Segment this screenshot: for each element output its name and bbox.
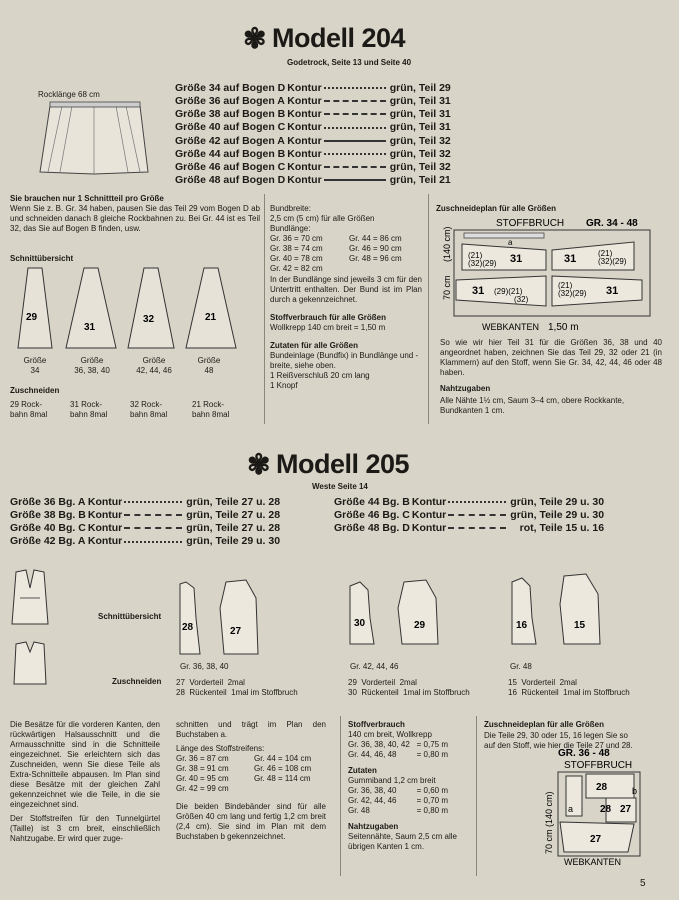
- plan-p4-b: (32): [514, 295, 529, 304]
- m205r-kontur: Kontur: [411, 522, 447, 535]
- skirt-illustration: [22, 98, 162, 178]
- naht-text-205: Seitennähte, Saum 2,5 cm alle übrigen Kanten 1 cm.: [348, 832, 457, 851]
- plan-p1-a: (21): [468, 251, 483, 260]
- plan205-gr: GR. 36 - 48: [558, 748, 610, 759]
- col2-p1: schnitten und trägt im Plan den Buchstaben a.: [176, 720, 326, 739]
- zuschneiden-1: 29 Rock- bahn 8mal: [10, 400, 48, 419]
- m204-row: [175, 148, 453, 161]
- zutaten-head-205: Zutaten: [348, 766, 377, 775]
- length-cell: Gr. 42 = 82 cm: [270, 264, 323, 273]
- contour-line-sample: [124, 527, 182, 529]
- m205r-kontur: Kontur: [411, 496, 447, 508]
- modell-205-col1: [10, 720, 160, 848]
- quantity-value: = 0,60 m: [416, 786, 448, 795]
- length-cell: Gr. 48 = 114 cm: [254, 774, 311, 783]
- m205r-row: [334, 522, 606, 535]
- m205l-row: [10, 522, 282, 535]
- m205r-size: Größe 44 Bg. B: [334, 496, 410, 508]
- quantity-row: [348, 806, 448, 816]
- col2-p2: Die beiden Bindebänder sind für alle Größen 40 cm lang und fertig 1,2 cm breit (2,4 cm). Sie sind im Plan mit dem Buchstaben b gekennzeichnet.: [176, 802, 326, 841]
- contour-line-sample: [124, 514, 182, 516]
- m204-line-style: [324, 121, 388, 134]
- plan205-stoffbruch: STOFFBRUCH: [564, 760, 633, 771]
- zutaten-text-204: Bundeinlage (Bundfix) in Bundlänge und -breite, siehe oben. 1 Reißverschluß 20 cm lang 1 Knopf: [270, 351, 419, 390]
- piece-label-4: Größe 48: [197, 356, 221, 375]
- contour-line-sample: [324, 100, 386, 102]
- rock-length-label: Rocklänge 68 cm: [38, 90, 100, 99]
- modell-204-intro: [10, 194, 260, 234]
- vest-pattern-group-3: [508, 572, 608, 658]
- group1-l1: 27 Vorderteil 2mal: [176, 678, 245, 687]
- m204-row: [175, 121, 453, 134]
- group2-a: 30: [354, 618, 366, 629]
- length-cell: Gr. 44 = 104 cm: [254, 754, 312, 763]
- m205l-color: grün, Teile 27 u. 28: [186, 496, 281, 508]
- m204-line-style: [324, 135, 388, 148]
- plan-p6: 31: [472, 285, 485, 297]
- naht-text-204: Alle Nähte 1½ cm, Saum 3–4 cm, obere Rockkante, Bundkanten 1 cm.: [440, 396, 625, 415]
- m204-row: [175, 108, 453, 121]
- plan-head-204: Zuschneideplan für alle Größen: [436, 204, 557, 213]
- modell-205-title-text: Modell 205: [275, 449, 410, 479]
- contour-line-sample: [448, 501, 506, 503]
- modell-204-title-text: Modell 204: [271, 23, 406, 53]
- group2-gr: Gr. 42, 44, 46: [350, 662, 399, 671]
- m205r-row: [334, 509, 606, 522]
- schnitt-heading-205: Schnittübersicht: [98, 612, 162, 621]
- quantity-value: = 0,70 m: [416, 796, 448, 805]
- m205l-kontur: Kontur: [87, 509, 123, 522]
- zutaten-text-205: Gummiband 1,2 cm breit: [348, 776, 436, 785]
- modell-205-col3: [348, 720, 472, 852]
- m204-size: Größe 46 auf Bogen C: [175, 160, 286, 173]
- m205r-line-style: [448, 509, 508, 522]
- plan205-27a: 27: [620, 804, 632, 815]
- contour-line-sample: [324, 127, 386, 129]
- contour-line-sample: [448, 514, 506, 516]
- contour-line-sample: [324, 153, 386, 155]
- vest-illustration: [8, 568, 52, 690]
- bund-section: [270, 204, 422, 391]
- m205l-size: Größe 42 Bg. A: [10, 535, 86, 548]
- m204-size: Größe 36 auf Bogen A: [175, 95, 285, 108]
- modell-205-size-table-left: [10, 496, 282, 549]
- contour-line-sample: [324, 140, 386, 142]
- vest-pattern-group-1: [176, 578, 266, 658]
- plan-text-205: Die Teile 29, 30 oder 15, 16 legen Sie so auf den Stoff, wie hier die Teile 27 und 28.: [484, 731, 633, 750]
- m204-size: Größe 40 auf Bogen C: [175, 121, 286, 134]
- plan-cm140: (140 cm): [442, 226, 452, 262]
- m205l-color: grün, Teile 27 u. 28: [186, 509, 281, 522]
- group3-b: 15: [574, 620, 586, 631]
- m204-line-style: [324, 161, 388, 174]
- m204-kontur: Kontur: [287, 121, 322, 134]
- flower-icon: ✾: [243, 22, 266, 54]
- plan-p5-a: (21): [558, 281, 573, 290]
- m205l-color: grün, Teile 27 u. 28: [186, 522, 281, 535]
- zuschneiden-2: 31 Rock- bahn 8mal: [70, 400, 108, 419]
- contour-line-sample: [124, 501, 182, 503]
- m204-kontur: Kontur: [287, 134, 322, 147]
- group1-gr: Gr. 36, 38, 40: [180, 662, 229, 671]
- bund-note: In der Bundlänge sind jeweils 3 cm für den Untertritt enthalten. Der Bund ist im Plan durch a gekennzeichnet.: [270, 275, 422, 304]
- contour-line-sample: [324, 87, 386, 89]
- skirt-pieces-diagram: [10, 264, 260, 352]
- m204-size: Größe 44 auf Bogen B: [175, 147, 286, 160]
- plan-text-204: So wie wir hier Teil 31 für die Größen 36, 38 und 40 angeordnet haben, zeichnen Sie das Teil 29, 32 oder 21 (in Klammern) auf den Stoff, wenn Sie Gr. 34, 42, 44, 46 oder 48 haben.: [440, 338, 662, 377]
- m205l-row: [10, 496, 282, 509]
- group1-b: 27: [230, 626, 242, 637]
- plan-webkanten: WEBKANTEN: [482, 322, 540, 332]
- m204-kontur: Kontur: [287, 82, 322, 94]
- plan205-28a: 28: [596, 782, 608, 793]
- m205l-line-style: [124, 509, 184, 522]
- m204-size: Größe 48 auf Bogen D: [175, 173, 286, 186]
- m204-row: [175, 82, 453, 95]
- m204-size: Größe 38 auf Bogen B: [175, 108, 286, 121]
- piece-29: [18, 268, 236, 348]
- intro-text: Wenn Sie z. B. Gr. 34 haben, pausen Sie das Teil 29 vom Bogen D ab und schneiden danach 8 gleiche Rockbahnen zu. Bei Gr. 44 ist es Teil 32, das Sie auf Bogen B finden, usw.: [10, 204, 260, 233]
- length-cell: [254, 784, 326, 794]
- m204-size: Größe 34 auf Bogen D: [175, 82, 286, 94]
- length-cell: Gr. 40 = 95 cm: [176, 774, 229, 783]
- flower-icon: ✾: [247, 448, 270, 480]
- quantity-size: Gr. 36, 38, 40, 42: [348, 740, 410, 749]
- piece-num-21: 21: [205, 312, 217, 323]
- plan-gr: GR. 34 - 48: [586, 218, 638, 229]
- zutaten-head-204: Zutaten für alle Größen: [270, 341, 359, 350]
- quantity-size: Gr. 48: [348, 806, 370, 815]
- plan205-a: a: [568, 804, 574, 814]
- length-cell: Gr. 46 = 90 cm: [349, 244, 402, 253]
- m204-color: grün, Teil 32: [389, 134, 451, 147]
- m205l-kontur: Kontur: [87, 496, 123, 508]
- cutting-plan-205: [536, 746, 656, 868]
- col1-p1: Die Besätze für die vorderen Kanten, den rückwärtigen Halsausschnitt und die Armausschnitte sind in die Schnitteile eingezeichnet. Sie erleichtern sich das Zuschneiden, wenn Sie diese Teile als Extra-Schnitteile abpausen. Im Plan sind diese Besätze mit der gleichen Zahl gekennzeichnet wie die Teile, in die sie eingezeichnet sind.: [10, 720, 160, 809]
- piece-label-2: Größe 36, 38, 40: [74, 356, 110, 375]
- m204-row: [175, 95, 453, 108]
- zuschneiden-4: 21 Rock- bahn 8mal: [192, 400, 230, 419]
- m205l-line-style: [124, 496, 184, 509]
- length-cell: Gr. 38 = 91 cm: [176, 764, 229, 773]
- plan-meter: 1,50 m: [548, 322, 579, 333]
- m204-line-style: [324, 108, 388, 121]
- piece-label-3: Größe 42, 44, 46: [136, 356, 172, 375]
- m204-row: [175, 135, 453, 148]
- m204-color: grün, Teil 31: [389, 108, 451, 121]
- length-cell: [349, 264, 422, 274]
- m205l-size: Größe 40 Bg. C: [10, 522, 86, 535]
- plan-p1-b: (32)(29): [468, 259, 497, 268]
- plan-head-205: Zuschneideplan für alle Größen: [484, 720, 605, 729]
- m204-color: grün, Teil 31: [389, 95, 451, 108]
- m205r-color: grün, Teile 29 u. 30: [510, 509, 605, 522]
- m204-color: grün, Teil 32: [389, 160, 451, 173]
- modell-204-subtitle: Godetrock, Seite 13 und Seite 40: [287, 58, 412, 67]
- m205r-size: Größe 48 Bg. D: [334, 522, 410, 535]
- m204-kontur: Kontur: [287, 160, 322, 173]
- quantity-value: = 0,80 m: [416, 750, 448, 759]
- m204-size: Größe 42 auf Bogen A: [175, 134, 285, 147]
- group2-b: 29: [414, 620, 426, 631]
- modell-204-title: [243, 22, 405, 56]
- piece-label-1: Größe 34: [23, 356, 47, 375]
- quantity-size: Gr. 44, 46, 48: [348, 750, 397, 759]
- group3-gr: Gr. 48: [510, 662, 532, 671]
- m205l-line-style: [124, 522, 184, 535]
- m204-color: grün, Teil 21: [389, 173, 451, 186]
- m204-kontur: Kontur: [287, 147, 322, 160]
- m204-kontur: Kontur: [287, 95, 322, 108]
- modell-205-col2: [176, 720, 326, 846]
- m205l-row: [10, 509, 282, 522]
- bund-lengths: [270, 234, 422, 274]
- m204-kontur: Kontur: [287, 108, 322, 121]
- stoff-text-204: Wollkrepp 140 cm breit = 1,50 m: [270, 323, 386, 332]
- naht-head-205: Nahtzugaben: [348, 822, 399, 831]
- quantity-value: = 0,80 m: [416, 806, 448, 815]
- quantity-row: [348, 740, 448, 750]
- piece-num-29: 29: [26, 312, 38, 323]
- modell-205-subtitle: Weste Seite 14: [312, 482, 368, 491]
- length-cell: Gr. 38 = 74 cm: [270, 244, 323, 253]
- plan205-webkanten: WEBKANTEN: [564, 857, 622, 867]
- plan-p2-a: (21): [598, 249, 613, 258]
- m205l-size: Größe 36 Bg. A: [10, 496, 86, 508]
- plan-a: a: [508, 238, 513, 247]
- naht-head-204: Nahtzugaben: [440, 384, 491, 393]
- m204-color: grün, Teil 32: [389, 147, 451, 160]
- plan-p31: 31: [510, 253, 523, 265]
- bund-lengths-head: Bundlänge:: [270, 224, 311, 233]
- plan-cm70: 70 cm: [442, 275, 452, 300]
- quantity-row: [348, 786, 448, 796]
- zuschneiden-3: 32 Rock- bahn 8mal: [130, 400, 168, 419]
- length-cell: Gr. 36 = 70 cm: [270, 234, 323, 243]
- zuschneiden-heading-204: Zuschneiden: [10, 386, 60, 395]
- stoff-rows: [348, 740, 472, 760]
- m204-line-style: [324, 95, 388, 108]
- quantity-size: Gr. 36, 38, 40: [348, 786, 397, 795]
- plan-p3: 31: [564, 253, 577, 265]
- m205r-size: Größe 46 Bg. C: [334, 509, 410, 522]
- group2-l1: 29 Vorderteil 2mal: [348, 678, 417, 687]
- group3-l2: 16 Rückenteil 1mal im Stoffbruch: [508, 688, 630, 697]
- stoff-head-204: Stoffverbrauch für alle Größen: [270, 313, 387, 322]
- contour-line-sample: [448, 527, 506, 529]
- contour-line-sample: [324, 113, 386, 115]
- m204-row: [175, 161, 453, 174]
- stoff-text-205: 140 cm breit, Wollkrepp: [348, 730, 432, 739]
- vest-pattern-group-2: [346, 578, 446, 658]
- zuschneiden-heading-205: Zuschneiden: [112, 677, 162, 686]
- plan-stoffbruch: STOFFBRUCH: [496, 218, 565, 229]
- group3-l1: 15 Vorderteil 2mal: [508, 678, 577, 687]
- schnitt-heading-204: Schnittübersicht: [10, 254, 74, 263]
- stoff-head-205: Stoffverbrauch: [348, 720, 405, 729]
- m205r-line-style: [448, 522, 508, 535]
- contour-line-sample: [324, 166, 386, 168]
- col2-len-head: Länge des Stoffstreifens:: [176, 744, 265, 753]
- intro-heading: Sie brauchen nur 1 Schnittteil pro Größe: [10, 194, 164, 203]
- m205l-size: Größe 38 Bg. B: [10, 509, 86, 522]
- piece-num-31: 31: [84, 322, 96, 333]
- m205r-kontur: Kontur: [411, 509, 447, 522]
- m205l-kontur: Kontur: [87, 535, 123, 548]
- group2-l2: 30 Rückenteil 1mal im Stoffbruch: [348, 688, 470, 697]
- length-cell: Gr. 46 = 108 cm: [254, 764, 312, 773]
- zutaten-rows: [348, 786, 472, 816]
- plan-p2-b: (32)(29): [598, 257, 627, 266]
- group3-a: 16: [516, 620, 528, 631]
- m204-kontur: Kontur: [287, 173, 322, 186]
- col2-lengths: [176, 754, 326, 794]
- quantity-size: Gr. 42, 44, 46: [348, 796, 397, 805]
- m204-line-style: [324, 148, 388, 161]
- piece-num-32: 32: [143, 314, 155, 325]
- m205l-line-style: [124, 535, 184, 548]
- m205r-line-style: [448, 496, 508, 509]
- m205r-row: [334, 496, 606, 509]
- m205r-color: grün, Teile 29 u. 30: [510, 496, 605, 508]
- plan205-27b: 27: [590, 834, 602, 845]
- m205l-color: grün, Teile 29 u. 30: [186, 535, 281, 548]
- plan205-cm: 70 cm (140 cm): [544, 791, 554, 854]
- length-cell: Gr. 42 = 99 cm: [176, 784, 229, 793]
- plan205-b: b: [632, 786, 638, 796]
- m204-color: grün, Teil 31: [389, 121, 451, 134]
- cutting-plan-204: [434, 214, 656, 340]
- bund-text: 2,5 cm (5 cm) für alle Größen: [270, 214, 375, 223]
- length-cell: Gr. 48 = 96 cm: [349, 254, 402, 263]
- quantity-row: [348, 796, 448, 806]
- m205r-color: rot, Teile 15 u. 16: [519, 522, 605, 535]
- plan205-28b: 28: [600, 804, 612, 815]
- modell-204-size-table: [175, 82, 453, 187]
- length-cell: Gr. 40 = 78 cm: [270, 254, 323, 263]
- col1-p2: Der Stoffstreifen für den Tunnelgürtel (Taille) ist 3 cm breit, einschließlich Nahtzugabe. Er wird quer zuge-: [10, 814, 160, 843]
- quantity-value: = 0,75 m: [416, 740, 448, 749]
- page-number: 5: [640, 878, 646, 889]
- bund-head: Bundbreite:: [270, 204, 311, 213]
- modell-205-size-table-right: [334, 496, 606, 535]
- contour-line-sample: [124, 541, 182, 543]
- m205l-row: [10, 535, 282, 548]
- group1-a: 28: [182, 622, 194, 633]
- group1-l2: 28 Rückenteil 1mal im Stoffbruch: [176, 688, 298, 697]
- plan-p31-b: 31: [606, 285, 619, 297]
- m204-line-style: [324, 82, 388, 95]
- m204-color: grün, Teil 29: [389, 82, 451, 94]
- quantity-row: [348, 750, 448, 760]
- contour-line-sample: [324, 179, 386, 181]
- plan-p4-a: (29)(21): [494, 287, 523, 296]
- plan-p5-b: (32)(29): [558, 289, 587, 298]
- m205l-kontur: Kontur: [87, 522, 123, 535]
- m204-line-style: [324, 174, 388, 187]
- length-cell: Gr. 44 = 86 cm: [349, 234, 402, 243]
- length-cell: Gr. 36 = 87 cm: [176, 754, 229, 763]
- m204-row: [175, 174, 453, 187]
- modell-205-title: [247, 448, 409, 482]
